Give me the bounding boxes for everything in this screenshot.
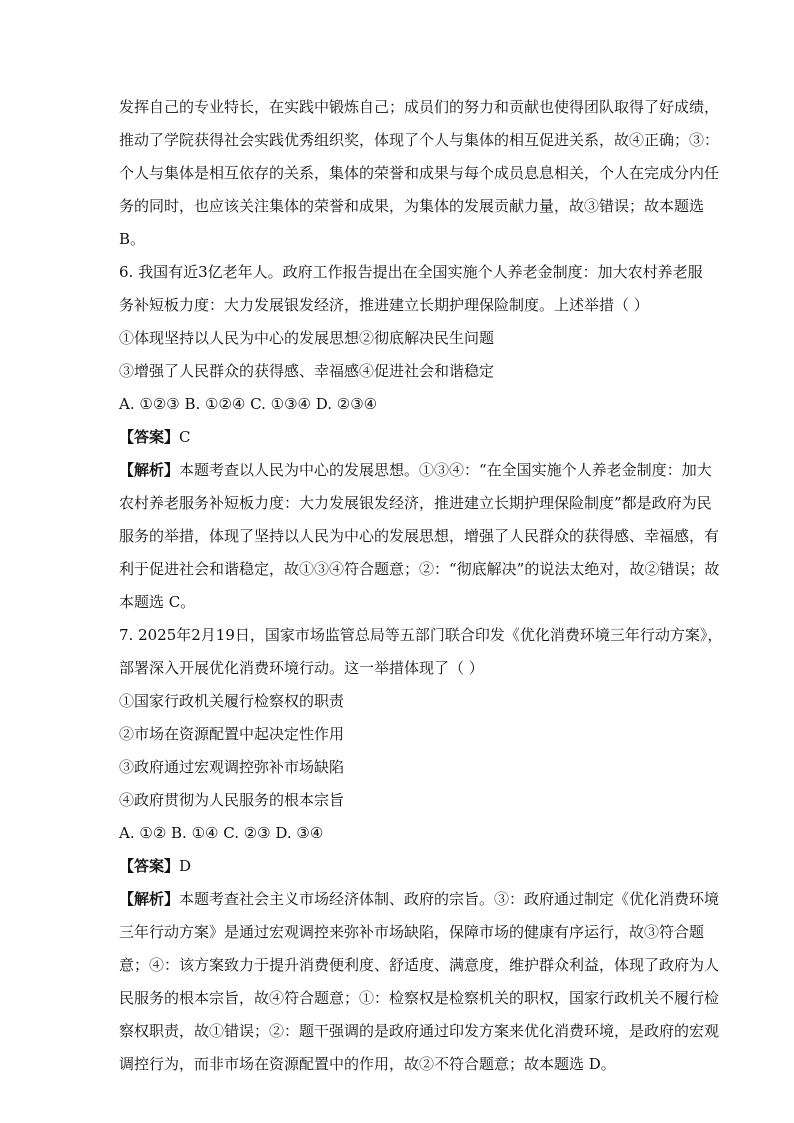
analysis-line: [119, 459, 712, 482]
question-6: [119, 261, 720, 614]
analysis-line: 察权职责，故①错误；②：题干强调的是政府通过印发方案来优化消费环境，是政府的宏观: [119, 1022, 720, 1040]
answer-value: D: [179, 857, 192, 875]
analysis-text: 本题考查以人民为中心的发展思想。①③④：“在全国实施个人养老金制度：加大: [179, 461, 712, 479]
answer-line: [119, 426, 679, 449]
analysis-line: 意；④：该方案致力于提升消费便利度、舒适度、满意度，维护群众利益，体现了政府为人: [119, 956, 720, 974]
answer-label: 【答案】: [119, 857, 180, 875]
analysis-label: 【解析】: [119, 890, 180, 908]
analysis-line: 农村养老服务补短板力度：大力发展银发经济，推进建立长期护理保险制度”都是政府为民: [119, 494, 712, 512]
question-stem: 务补短板力度：大力发展银发经济，推进建立长期护理保险制度。上述举措（ ）: [119, 296, 649, 314]
statement: ①体现坚持以人民为中心的发展思想②彻底解决民生问题: [119, 329, 495, 347]
analysis-line: 调控行为，而非市场在资源配置中的作用，故②不符合题意；故本题选 D。: [119, 1055, 616, 1073]
question-stem: 6. 我国有近3亿老年人。政府工作报告提出在全国实施个人养老金制度：加大农村养老服: [119, 263, 703, 281]
document-page: [119, 96, 723, 1086]
analysis-line: 利于促进社会和谐稳定，故①③④符合题意；②：“彻底解决”的说法太绝对，故②错误；故: [119, 560, 720, 578]
analysis-line: 三年行动方案》是通过宏观调控来弥补市场缺陷，保障市场的健康有序运行，故③符合题: [119, 923, 705, 941]
analysis-text: 本题考查社会主义市场经济体制、政府的宗旨。③：政府通过制定《优化消费环境: [179, 890, 720, 908]
question-stem: 部署深入开展优化消费环境行动。这一举措体现了（ ）: [119, 659, 484, 677]
question-stem: 7. 2025年2月19日，国家市场监管总局等五部门联合印发《优化消费环境三年行动方案》，: [119, 626, 723, 644]
statement: ③增强了人民群众的获得感、幸福感④促进社会和谐稳定: [119, 362, 495, 380]
answer-options: A. ①②③ B. ①②④ C. ①③④ D. ②③④: [119, 395, 378, 413]
text-line: 推动了学院获得社会实践优秀组织奖，体现了个人与集体的相互促进关系，故④正确；③：: [119, 131, 720, 149]
text-line: B。: [119, 230, 146, 248]
statement: ③政府通过宏观调控弥补市场缺陷: [119, 758, 345, 776]
answer-label: 【答案】: [119, 428, 180, 446]
analysis-line: [119, 888, 720, 911]
text-line: 发挥自己的专业特长，在实践中锻炼自己；成员们的努力和贡献也使得团队取得了好成绩，: [119, 98, 720, 116]
statement: ②市场在资源配置中起决定性作用: [119, 725, 345, 743]
question-7: [119, 624, 723, 1076]
text-line: 个人与集体是相互依存的关系，集体的荣誉和成果与每个成员息息相关，个人在完成分内任: [119, 164, 720, 182]
text-line: 务的同时，也应该关注集体的荣誉和成果，为集体的发展贡献力量，故③错误；故本题选: [119, 197, 705, 215]
statement: ④政府贯彻为人民服务的根本宗旨: [119, 791, 345, 809]
analysis-line: 服务的举措，体现了坚持以人民为中心的发展思想，增强了人民群众的获得感、幸福感，有: [119, 527, 720, 545]
answer-options: A. ①② B. ①④ C. ②③ D. ③④: [119, 824, 324, 842]
analysis-label: 【解析】: [119, 461, 180, 479]
statement: ①国家行政机关履行检察权的职责: [119, 692, 345, 710]
analysis-line: 民服务的根本宗旨，故④符合题意；①：检察权是检察机关的职权，国家行政机关不履行检: [119, 989, 720, 1007]
answer-line: [119, 855, 679, 878]
answer-value: C: [179, 428, 191, 446]
analysis-line: 本题选 C。: [119, 593, 196, 611]
prev-explanation: [119, 96, 720, 251]
